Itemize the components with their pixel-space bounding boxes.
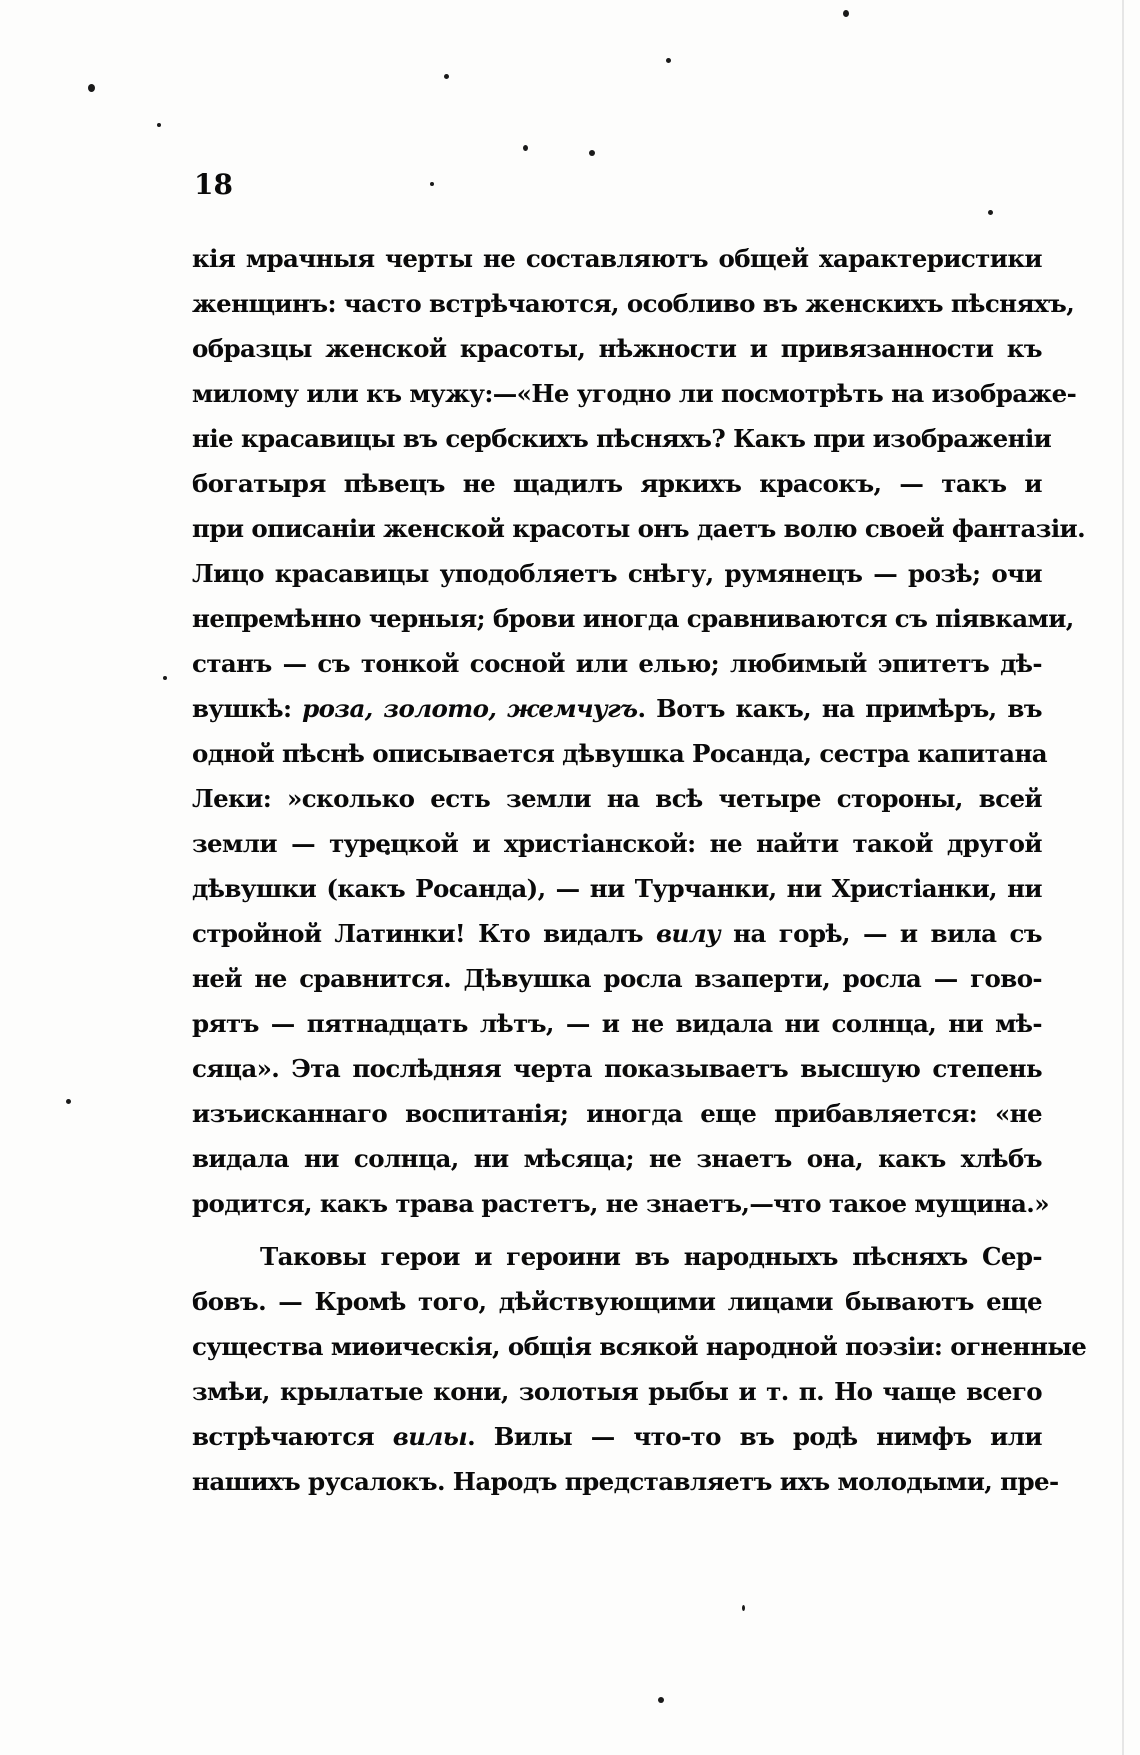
text-line: непремѣнно черныя; брови иногда сравниваются съ піявками, (192, 604, 1074, 633)
scan-speck (88, 84, 95, 92)
scan-speck (589, 150, 595, 156)
scan-speck (163, 676, 167, 680)
text-line: вушкѣ: роза, золото, жемчугъ. Вотъ какъ, на примѣръ, въ (192, 694, 1042, 723)
text-line: при описаніи женской красоты онъ даетъ волю своей фантазіи. (192, 514, 1086, 543)
scan-speck (66, 1099, 71, 1104)
text-line: встрѣчаются вилы. Вилы — что-то въ родѣ нимфъ или (192, 1422, 1043, 1451)
text-line: ніе красавицы въ сербскихъ пѣсняхъ? Какъ при изображеніи (192, 424, 1052, 453)
body-text (192, 236, 1087, 1504)
text-line: бовъ. — Кромѣ того, дѣйствующими лицами бываютъ еще (192, 1287, 1042, 1316)
text-line: образцы женской красоты, нѣжности и привязанности къ (192, 334, 1042, 363)
text-line: кія мрачныя черты не составляютъ общей характеристики (192, 244, 1042, 273)
scan-speck (523, 145, 528, 151)
scan-speck (742, 1605, 745, 1611)
scan-speck (157, 123, 161, 127)
text-line: нашихъ русалокъ. Народъ представляетъ ихъ молодыми, пре- (192, 1467, 1059, 1496)
text-line: сяца». Эта послѣдняя черта показываетъ высшую степень (192, 1054, 1042, 1083)
text-line: ней не сравнится. Дѣвушка росла взаперти, росла — гово- (192, 964, 1042, 993)
text-line: земли — турецкой и христіанской: не найти такой другой (192, 829, 1042, 858)
scan-speck (430, 182, 434, 186)
text-line: стройной Латинки! Кто видалъ вилу на горѣ, — и вила съ (192, 919, 1042, 948)
text-line: одной пѣснѣ описывается дѣвушка Росанда, сестра капитана (192, 739, 1048, 768)
text-line: богатыря пѣвецъ не щадилъ яркихъ красокъ, — такъ и (192, 469, 1042, 498)
text-line: милому или къ мужу:—«Не угодно ли посмотрѣть на изображе- (192, 379, 1077, 408)
scan-speck (658, 1697, 664, 1703)
scan-speck (988, 210, 993, 215)
text-line: изъисканнаго воспитанія; иногда еще прибавляется: «не (192, 1099, 1042, 1128)
text-line: станъ — съ тонкой сосной или елью; любимый эпитетъ дѣ- (192, 649, 1042, 678)
page-number: 18 (194, 168, 233, 201)
text-line: змѣи, крылатые кони, золотыя рыбы и т. п. Но чаще всего (192, 1377, 1042, 1406)
page-edge (1122, 0, 1124, 1755)
text-line: Таковы герои и героини въ народныхъ пѣсняхъ Сер- (260, 1242, 1042, 1271)
scan-speck (444, 74, 449, 79)
text-line: родится, какъ трава растетъ, не знаетъ,—что такое мущина.» (192, 1189, 1049, 1218)
text-line: Леки: »сколько есть земли на всѣ четыре стороны, всей (192, 784, 1042, 813)
scan-speck (666, 58, 671, 63)
text-line: женщинъ: часто встрѣчаются, особливо въ женскихъ пѣсняхъ, (192, 289, 1075, 318)
scan-speck (843, 10, 849, 17)
text-line: рятъ — пятнадцать лѣтъ, — и не видала ни солнца, ни мѣ- (192, 1009, 1042, 1038)
text-line: дѣвушки (какъ Росанда), — ни Турчанки, ни Христіанки, ни (192, 874, 1042, 903)
text-line: Лицо красавицы уподобляетъ снѣгу, румянецъ — розѣ; очи (192, 559, 1042, 588)
text-line: видала ни солнца, ни мѣсяца; не знаетъ она, какъ хлѣбъ (192, 1144, 1042, 1173)
text-line: существа миѳическія, общія всякой народной поэзіи: огненные (192, 1332, 1087, 1361)
